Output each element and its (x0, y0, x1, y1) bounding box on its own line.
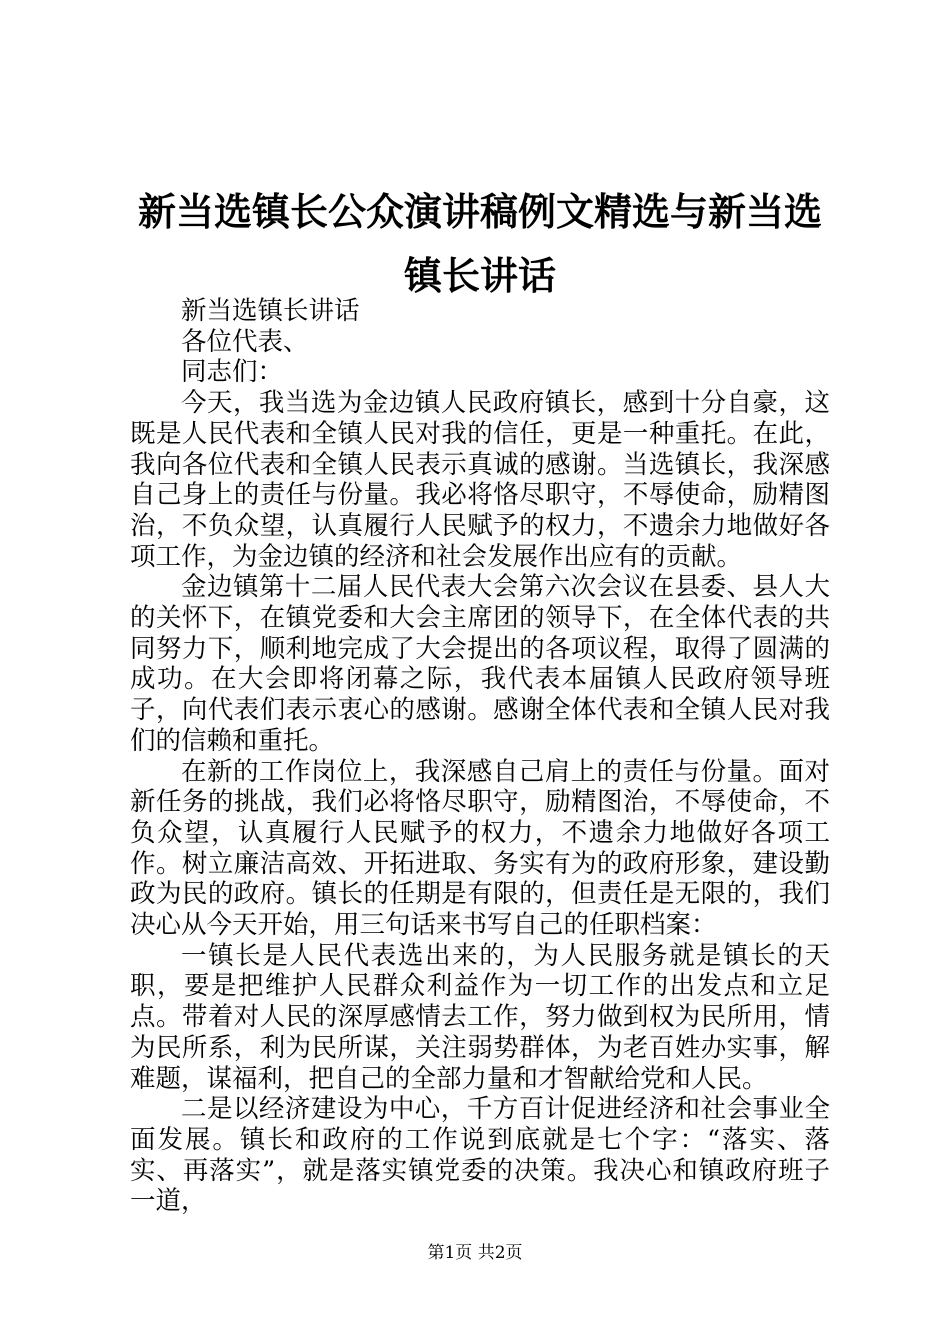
paragraph: 二是以经济建设为中心，千方百计促进经济和社会事业全面发展。镇长和政府的工作说到底就是七个字：“落实、落实、再落实”，就是落实镇党委的决策。我决心和镇政府班子一道， (130, 1094, 830, 1217)
document-title: 新当选镇长公众演讲稿例文精选与新当选镇长讲话 (137, 189, 822, 298)
paragraph: 今天，我当选为金边镇人民政府镇长，感到十分自豪，这既是人民代表和全镇人民对我的信任，更是一种重托。在此，我向各位代表和全镇人民表示真诚的感谢。当选镇长，我深感自己身上的责任与份量。我必将恪尽职守，不辱使命，励精图治，不负众望，认真履行人民赋予的权力，不遗余力地做好各项工作，为金边镇的经济和社会发展作出应有的贡献。 (130, 388, 830, 572)
page-footer: 第1页 共2页 (427, 1243, 523, 1263)
salutation-line-1: 各位代表、 (181, 326, 309, 357)
document-body (130, 296, 830, 1217)
paragraph: 一镇长是人民代表选出来的，为人民服务就是镇长的天职，要是把维护人民群众利益作为一切工作的出发点和立足点。带着对人民的深厚感情去工作，努力做到权为民所用，情为民所系，利为民所谋，关注弱势群体，为老百姓办实事，解难题，谋福利，把自己的全部力量和才智献给党和人民。 (130, 940, 830, 1094)
speech-subtitle: 新当选镇长讲话 (181, 296, 360, 326)
salutation-line-2: 同志们： (181, 357, 284, 388)
paragraph: 在新的工作岗位上，我深感自己肩上的责任与份量。面对新任务的挑战，我们必将恪尽职守，励精图治，不辱使命，不负众望，认真履行人民赋予的权力，不遗余力地做好各项工作。树立廉洁高效、开拓进取、务实有为的政府形象，建设勤政为民的政府。镇长的任期是有限的，但责任是无限的，我们决心从今天开始，用三句话来书写自己的任职档案： (130, 756, 830, 941)
paragraph: 金边镇第十二届人民代表大会第六次会议在县委、县人大的关怀下，在镇党委和大会主席团的领导下，在全体代表的共同努力下，顺利地完成了大会提出的各项议程，取得了圆满的成功。在大会即将闭幕之际，我代表本届镇人民政府领导班子，向代表们表示衷心的感谢。感谢全体代表和全镇人民对我们的信赖和重托。 (130, 572, 830, 756)
